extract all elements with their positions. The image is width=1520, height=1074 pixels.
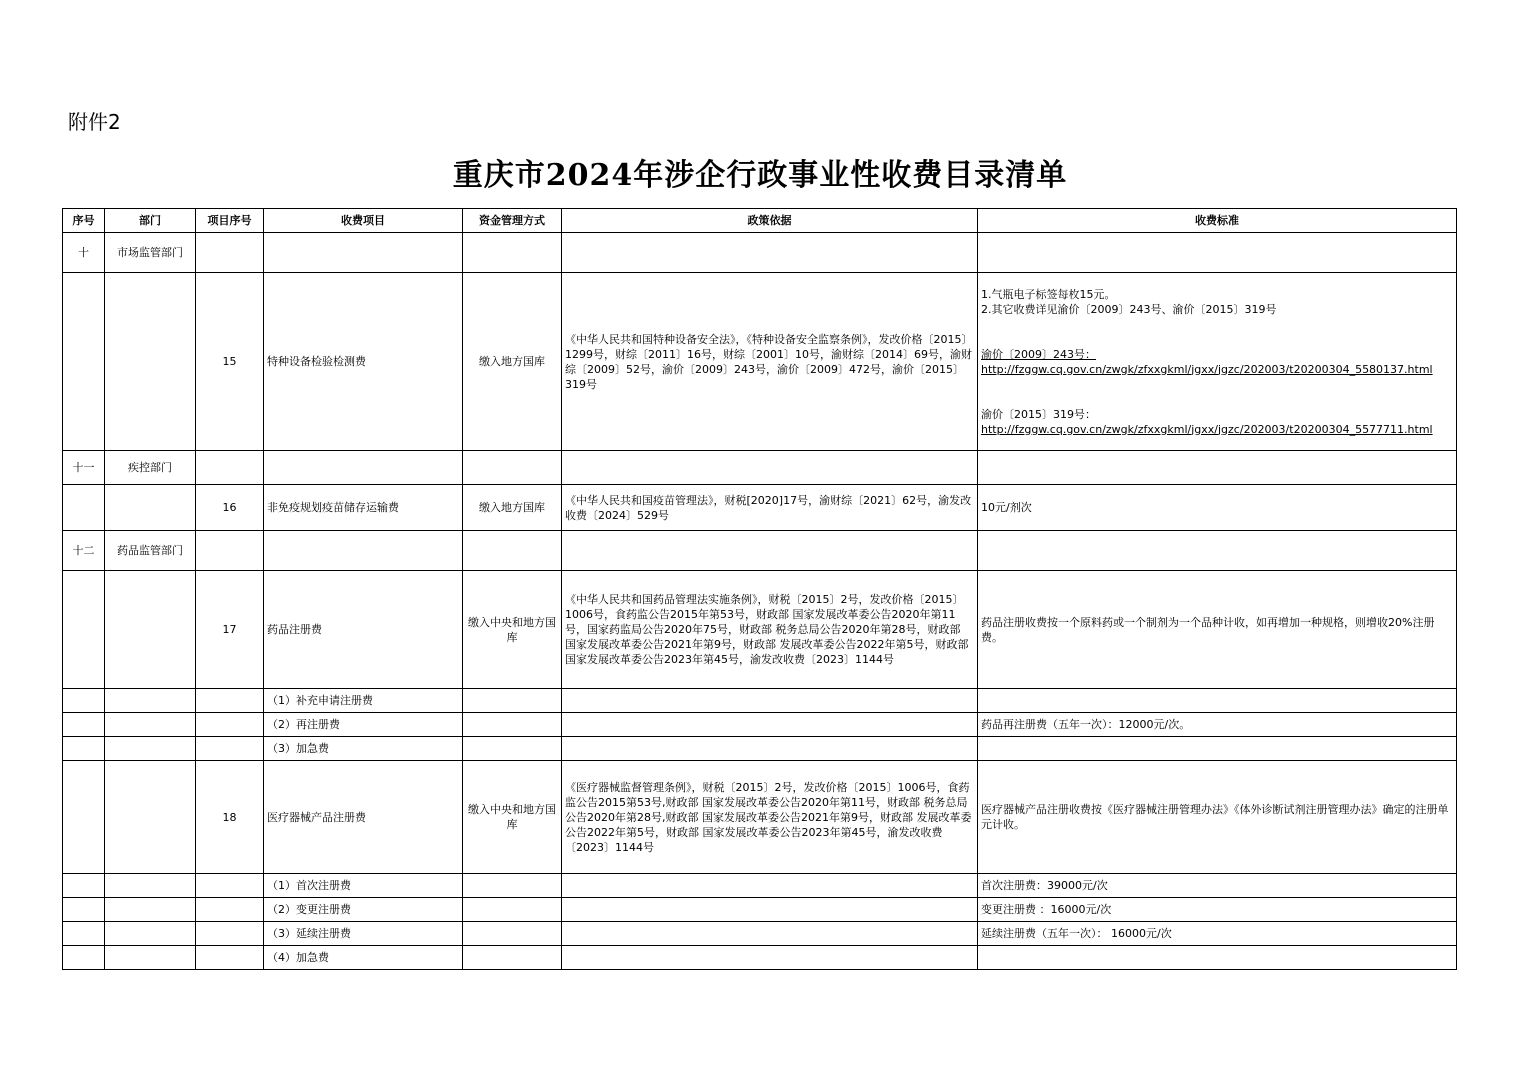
fee-standard: 10元/剂次 [978, 485, 1457, 531]
header-standard: 收费标准 [978, 209, 1457, 233]
item-name: 医疗器械产品注册费 [264, 761, 463, 874]
fee-standard: 医疗器械产品注册收费按《医疗器械注册管理办法》《体外诊断试剂注册管理办法》确定的注册单元计收。 [978, 761, 1457, 874]
section-seq: 十一 [63, 451, 105, 485]
header-item-seq: 项目序号 [196, 209, 264, 233]
header-item: 收费项目 [264, 209, 463, 233]
section-dept: 疾控部门 [105, 451, 196, 485]
sub-item-name: （3）延续注册费 [264, 922, 463, 946]
fund-method: 缴入地方国库 [463, 273, 562, 451]
fund-method: 缴入中央和地方国库 [463, 761, 562, 874]
fee-standard [978, 946, 1457, 970]
section-row [63, 531, 1457, 571]
table-row [63, 485, 1457, 531]
table-row [63, 737, 1457, 761]
header-seq: 序号 [63, 209, 105, 233]
fee-standard [978, 273, 1457, 451]
header-policy: 政策依据 [562, 209, 978, 233]
header-fund: 资金管理方式 [463, 209, 562, 233]
fee-standard [978, 737, 1457, 761]
standard-line: 1.气瓶电子标签每枚15元。 [981, 287, 1116, 301]
fund-method: 缴入中央和地方国库 [463, 571, 562, 689]
fee-standard [978, 689, 1457, 713]
section-dept: 市场监管部门 [105, 233, 196, 273]
standard-line: 渝价〔2015〕319号： [981, 407, 1096, 421]
page-title: 重庆市2024年涉企行政事业性收费目录清单 [452, 158, 1068, 193]
fee-standard: 药品再注册费（五年一次）：12000元/次。 [978, 713, 1457, 737]
table-row [63, 898, 1457, 922]
sub-item-name: （1）首次注册费 [264, 874, 463, 898]
sub-item-name: （2）再注册费 [264, 713, 463, 737]
item-seq: 17 [196, 571, 264, 689]
fee-standard: 延续注册费（五年一次）： 16000元/次 [978, 922, 1457, 946]
sub-item-name: （3）加急费 [264, 737, 463, 761]
sub-item-name: （4）加急费 [264, 946, 463, 970]
policy-basis: 《中华人民共和国疫苗管理法》，财税[2020]17号，渝财综〔2021〕62号，渝发改收费〔2024〕529号 [562, 485, 978, 531]
policy-basis: 《中华人民共和国特种设备安全法》，《特种设备安全监察条例》，发改价格〔2015〕1299号，财综〔2011〕16号，财综〔2001〕10号，渝财综〔2014〕69号，渝财综〔2009〕52号，渝价〔2009〕243号，渝价〔2009〕472号，渝价〔2015〕319号 [562, 273, 978, 451]
attachment-label: 附件2 [68, 110, 121, 134]
table-row [63, 571, 1457, 689]
item-name: 非免疫规划疫苗储存运输费 [264, 485, 463, 531]
fee-standard: 药品注册收费按一个原料药或一个制剂为一个品种计收，如再增加一种规格，则增收20%注册费。 [978, 571, 1457, 689]
table-row [63, 273, 1457, 451]
policy-link[interactable]: http://fzggw.cq.gov.cn/zwgk/zfxxgkml/jgxx/jgzc/202003/t20200304_5580137.html [981, 362, 1433, 376]
fee-standard: 首次注册费：39000元/次 [978, 874, 1457, 898]
item-seq: 15 [196, 273, 264, 451]
policy-basis: 《医疗器械监督管理条例》，财税〔2015〕2号，发改价格〔2015〕1006号，食药监公告2015第53号,财政部 国家发展改革委公告2020年第11号，财政部 税务总局公告2020年第28号,财政部 国家发展改革委公告2021年第9号，财政部 发展改革委公告2022年第5号，财政部 国家发展改革委公告2023年第45号，渝发改收费〔2023〕1144号 [562, 761, 978, 874]
fee-table [62, 208, 1457, 970]
sub-item-name: （2）变更注册费 [264, 898, 463, 922]
table-row [63, 874, 1457, 898]
header-dept: 部门 [105, 209, 196, 233]
fee-standard: 变更注册费 ：16000元/次 [978, 898, 1457, 922]
table-row [63, 689, 1457, 713]
section-row [63, 451, 1457, 485]
policy-link[interactable]: http://fzggw.cq.gov.cn/zwgk/zfxxgkml/jgxx/jgzc/202003/t20200304_5577711.html [981, 422, 1433, 436]
item-name: 特种设备检验检测费 [264, 273, 463, 451]
section-seq: 十二 [63, 531, 105, 571]
table-row [63, 713, 1457, 737]
standard-line: 2.其它收费详见渝价〔2009〕243号、渝价〔2015〕319号 [981, 302, 1277, 316]
fund-method: 缴入地方国库 [463, 485, 562, 531]
section-seq: 十 [63, 233, 105, 273]
table-header-row [63, 209, 1457, 233]
sub-item-name: （1）补充申请注册费 [264, 689, 463, 713]
standard-line: 渝价〔2009〕243号： [981, 347, 1096, 361]
section-dept: 药品监管部门 [105, 531, 196, 571]
table-row [63, 946, 1457, 970]
table-row [63, 922, 1457, 946]
item-seq: 16 [196, 485, 264, 531]
table-row [63, 761, 1457, 874]
item-name: 药品注册费 [264, 571, 463, 689]
policy-basis: 《中华人民共和国药品管理法实施条例》，财税〔2015〕2号，发改价格〔2015〕1006号，食药监公告2015年第53号，财政部 国家发展改革委公告2020年第11号，国家药监局公告2020年75号，财政部 税务总局公告2020年第28号，财政部 国家发展改革委公告2021年第9号，财政部 发展改革委公告2022年第5号，财政部 国家发展改革委公告2023年第45号，渝发改收费〔2023〕1144号 [562, 571, 978, 689]
item-seq: 18 [196, 761, 264, 874]
section-row [63, 233, 1457, 273]
